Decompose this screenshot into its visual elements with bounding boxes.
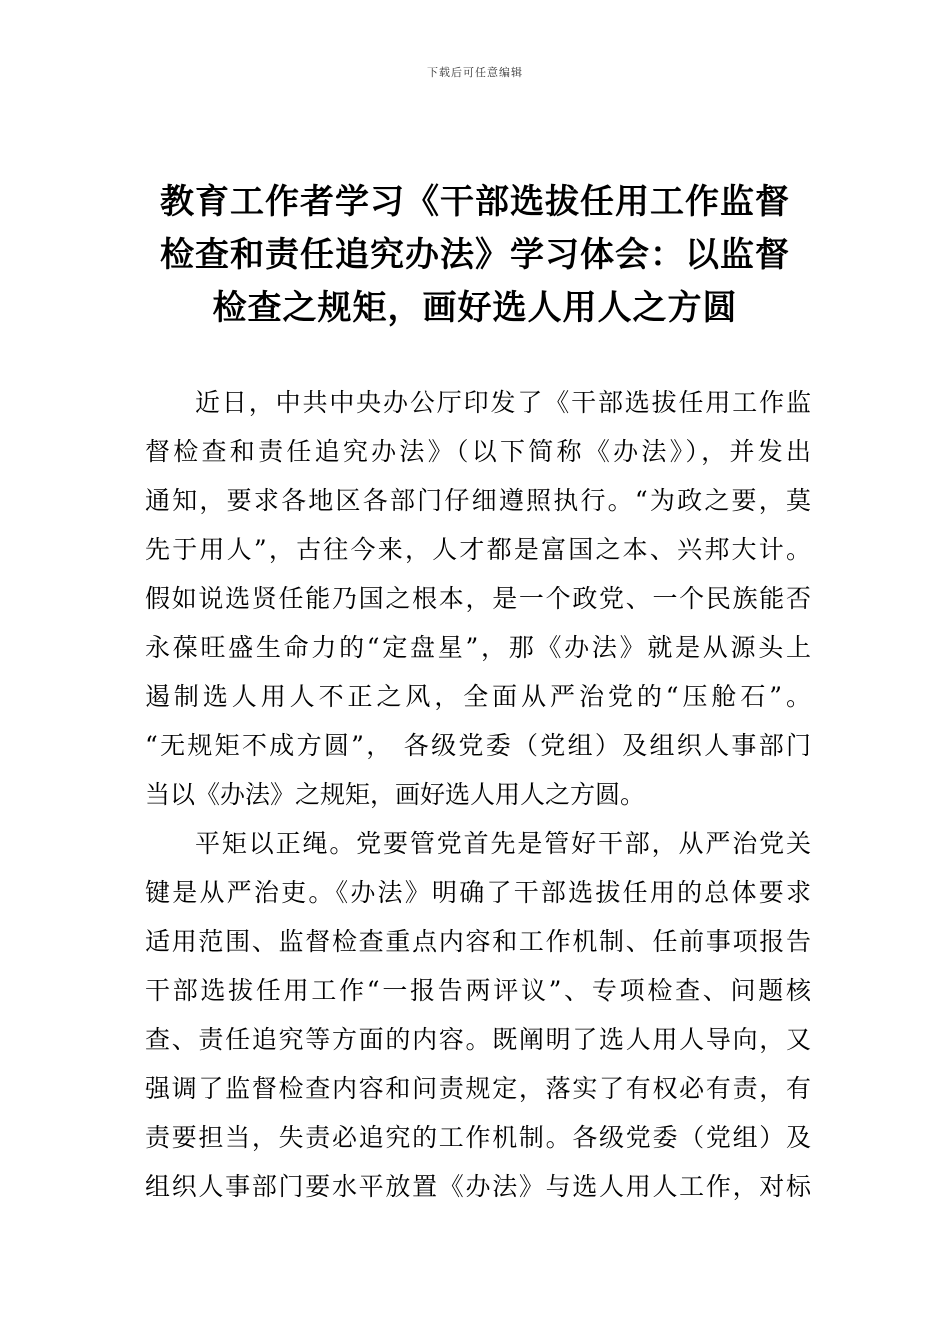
document-title: [140, 176, 810, 335]
text-line: 假如说选贤任能乃国之根本，是一个政党、一个民族能否: [145, 584, 811, 613]
title-line: 检查和责任追究办法》学习体会：以监督: [160, 235, 790, 275]
text-line: 通知，要求各地区各部门仔细遵照执行。“为政之要，莫: [145, 486, 811, 515]
paragraph-2: [145, 819, 811, 1211]
text-line: 责要担当，失责必追究的工作机制。各级党委（党组）及: [145, 1123, 811, 1152]
text-line: “无规矩不成方圆”， 各级党委（党组）及组织人事部门: [145, 731, 811, 760]
title-line: 检查之规矩，画好选人用人之方圆: [212, 288, 738, 328]
text-line: 强调了监督检查内容和问责规定，落实了有权必有责，有: [145, 1074, 811, 1103]
text-line: 键是从严治吏。《办法》明确了干部选拔任用的总体要求: [145, 878, 811, 907]
document-body: [145, 378, 811, 1211]
text-line: 先于用人”，古往今来，人才都是富国之本、兴邦大计。: [145, 535, 811, 564]
text-line: 干部选拔任用工作“一报告两评议”、专项检查、问题核: [145, 976, 811, 1005]
text-line: 当以《办法》之规矩，画好选人用人之方圆。: [145, 780, 646, 809]
paragraph-1: [145, 378, 811, 819]
title-line: 教育工作者学习《干部选拔任用工作监督: [160, 182, 790, 222]
text-line: 永葆旺盛生命力的“定盘星”，那《办法》就是从源头上: [145, 633, 811, 662]
text-line: 督检查和责任追究办法》（以下简称《办法》），并发出: [145, 437, 811, 466]
text-line: 适用范围、监督检查重点内容和工作机制、任前事项报告: [145, 927, 811, 956]
text-line: 遏制选人用人不正之风，全面从严治党的“压舱石”。: [145, 682, 811, 711]
text-line: 组织人事部门要水平放置《办法》与选人用人工作，对标: [145, 1172, 811, 1201]
text-line: 平矩以正绳。党要管党首先是管好干部，从严治党关: [195, 829, 811, 858]
header-watermark: 下载后可任意编辑: [427, 66, 523, 79]
text-line: 查、责任追究等方面的内容。既阐明了选人用人导向，又: [145, 1025, 811, 1054]
text-line: 近日，中共中央办公厅印发了《干部选拔任用工作监: [195, 388, 811, 417]
